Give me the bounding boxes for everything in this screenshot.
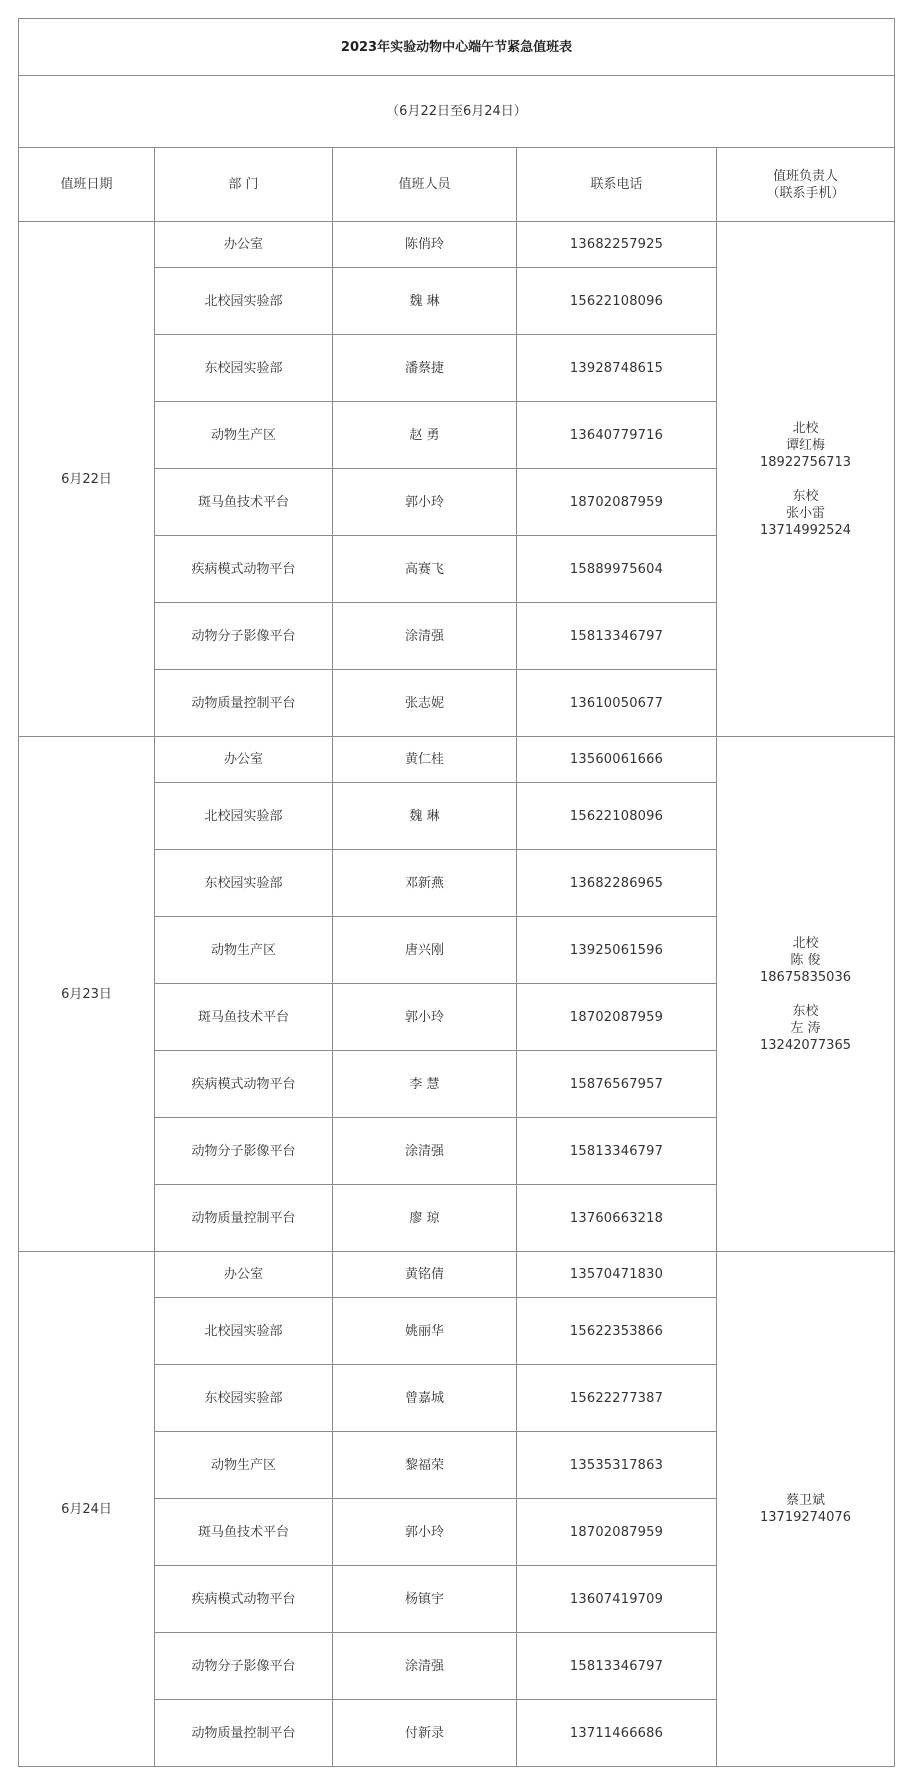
phone-cell: 18702087959 <box>517 469 717 536</box>
responsible-spacer <box>717 471 894 488</box>
department-cell: 疾病模式动物平台 <box>155 1051 333 1118</box>
department-cell: 北校园实验部 <box>155 268 333 335</box>
department-cell: 北校园实验部 <box>155 783 333 850</box>
duty-date-cell: 6月22日 <box>19 222 155 737</box>
responsible-line: 13719274076 <box>760 1510 851 1525</box>
duty-person-cell: 姚丽华 <box>333 1298 517 1365</box>
responsible-line: 18922756713 <box>760 454 851 470</box>
department-cell: 动物生产区 <box>155 1432 333 1499</box>
duty-person-cell: 付新录 <box>333 1700 517 1767</box>
responsible-line: 东校 <box>792 488 819 504</box>
duty-person-cell: 郭小玲 <box>333 469 517 536</box>
department-cell: 疾病模式动物平台 <box>155 536 333 603</box>
responsible-cell <box>717 222 895 737</box>
duty-person-cell: 唐兴刚 <box>333 917 517 984</box>
department-cell: 动物分子影像平台 <box>155 603 333 670</box>
header-responsible-note: （联系手机） <box>766 185 845 201</box>
duty-person-cell: 潘蔡捷 <box>333 335 517 402</box>
duty-person-cell: 赵 勇 <box>333 402 517 469</box>
duty-person-cell: 魏 琳 <box>333 783 517 850</box>
table-title: 2023年实验动物中心端午节紧急值班表 <box>19 19 895 76</box>
duty-person-cell: 涂清强 <box>333 1633 517 1700</box>
department-cell: 东校园实验部 <box>155 1365 333 1432</box>
phone-cell: 13760663218 <box>517 1185 717 1252</box>
responsible-line: 谭红梅 <box>785 437 825 453</box>
header-responsible <box>717 148 895 222</box>
duty-person-cell: 陈俏玲 <box>333 222 517 268</box>
responsible-line: 18675835036 <box>760 969 851 985</box>
subtitle-row <box>19 76 895 148</box>
duty-person-cell: 涂清强 <box>333 603 517 670</box>
table-row <box>19 1252 895 1298</box>
duty-person-cell: 涂清强 <box>333 1118 517 1185</box>
phone-cell: 13925061596 <box>517 917 717 984</box>
duty-person-cell: 郭小玲 <box>333 1499 517 1566</box>
department-cell: 疾病模式动物平台 <box>155 1566 333 1633</box>
phone-cell: 15813346797 <box>517 603 717 670</box>
responsible-line: 东校 <box>792 1003 819 1019</box>
department-cell: 斑马鱼技术平台 <box>155 1499 333 1566</box>
phone-cell: 13560061666 <box>517 737 717 783</box>
duty-person-cell: 高赛飞 <box>333 536 517 603</box>
duty-person-cell: 廖 琼 <box>333 1185 517 1252</box>
responsible-spacer <box>717 986 894 1003</box>
department-cell: 斑马鱼技术平台 <box>155 984 333 1051</box>
header-department: 部 门 <box>155 148 333 222</box>
phone-cell: 15622353866 <box>517 1298 717 1365</box>
duty-person-cell: 黄铭倩 <box>333 1252 517 1298</box>
department-cell: 动物质量控制平台 <box>155 670 333 737</box>
responsible-line: 左 涛 <box>790 1020 821 1036</box>
title-row <box>19 19 895 76</box>
header-responsible-title: 值班负责人 <box>772 168 838 184</box>
phone-cell: 13535317863 <box>517 1432 717 1499</box>
department-cell: 动物质量控制平台 <box>155 1700 333 1767</box>
department-cell: 动物分子影像平台 <box>155 1633 333 1700</box>
duty-person-cell: 李 慧 <box>333 1051 517 1118</box>
table-row <box>19 222 895 268</box>
phone-cell: 15813346797 <box>517 1118 717 1185</box>
responsible-line: 13714992524 <box>760 522 851 538</box>
phone-cell: 13610050677 <box>517 670 717 737</box>
duty-person-cell: 曾嘉城 <box>333 1365 517 1432</box>
phone-cell: 15622108096 <box>517 783 717 850</box>
department-cell: 办公室 <box>155 222 333 268</box>
department-cell: 斑马鱼技术平台 <box>155 469 333 536</box>
phone-cell: 13570471830 <box>517 1252 717 1298</box>
duty-person-cell: 黎福荣 <box>333 1432 517 1499</box>
department-cell: 北校园实验部 <box>155 1298 333 1365</box>
phone-cell: 13928748615 <box>517 335 717 402</box>
duty-person-cell: 邓新燕 <box>333 850 517 917</box>
phone-cell: 13711466686 <box>517 1700 717 1767</box>
duty-person-cell: 黄仁桂 <box>333 737 517 783</box>
responsible-line: 13242077365 <box>760 1037 851 1053</box>
duty-roster-table <box>18 18 895 1767</box>
phone-cell: 15622108096 <box>517 268 717 335</box>
department-cell: 办公室 <box>155 737 333 783</box>
responsible-line: 北校 <box>792 935 819 951</box>
department-cell: 动物分子影像平台 <box>155 1118 333 1185</box>
phone-cell: 18702087959 <box>517 1499 717 1566</box>
phone-cell: 18702087959 <box>517 984 717 1051</box>
department-cell: 动物质量控制平台 <box>155 1185 333 1252</box>
department-cell: 动物生产区 <box>155 402 333 469</box>
header-duty-person: 值班人员 <box>333 148 517 222</box>
responsible-line: 张小雷 <box>785 505 825 521</box>
duty-date-cell: 6月23日 <box>19 737 155 1252</box>
duty-person-cell: 张志妮 <box>333 670 517 737</box>
responsible-line: 蔡卫斌 <box>785 1493 825 1508</box>
duty-person-cell: 魏 琳 <box>333 268 517 335</box>
department-cell: 东校园实验部 <box>155 335 333 402</box>
phone-cell: 15813346797 <box>517 1633 717 1700</box>
table-subtitle: （6月22日至6月24日） <box>19 76 895 148</box>
header-row <box>19 148 895 222</box>
duty-person-cell: 郭小玲 <box>333 984 517 1051</box>
phone-cell: 13682257925 <box>517 222 717 268</box>
phone-cell: 15876567957 <box>517 1051 717 1118</box>
responsible-line: 北校 <box>792 420 819 436</box>
duty-date-cell: 6月24日 <box>19 1252 155 1767</box>
responsible-cell <box>717 737 895 1252</box>
phone-cell: 15622277387 <box>517 1365 717 1432</box>
phone-cell: 15889975604 <box>517 536 717 603</box>
responsible-line: 陈 俊 <box>790 952 821 968</box>
table-row <box>19 737 895 783</box>
phone-cell: 13607419709 <box>517 1566 717 1633</box>
responsible-cell <box>717 1252 895 1767</box>
phone-cell: 13640779716 <box>517 402 717 469</box>
header-date: 值班日期 <box>19 148 155 222</box>
header-phone: 联系电话 <box>517 148 717 222</box>
phone-cell: 13682286965 <box>517 850 717 917</box>
department-cell: 东校园实验部 <box>155 850 333 917</box>
duty-person-cell: 杨镇宇 <box>333 1566 517 1633</box>
department-cell: 动物生产区 <box>155 917 333 984</box>
department-cell: 办公室 <box>155 1252 333 1298</box>
